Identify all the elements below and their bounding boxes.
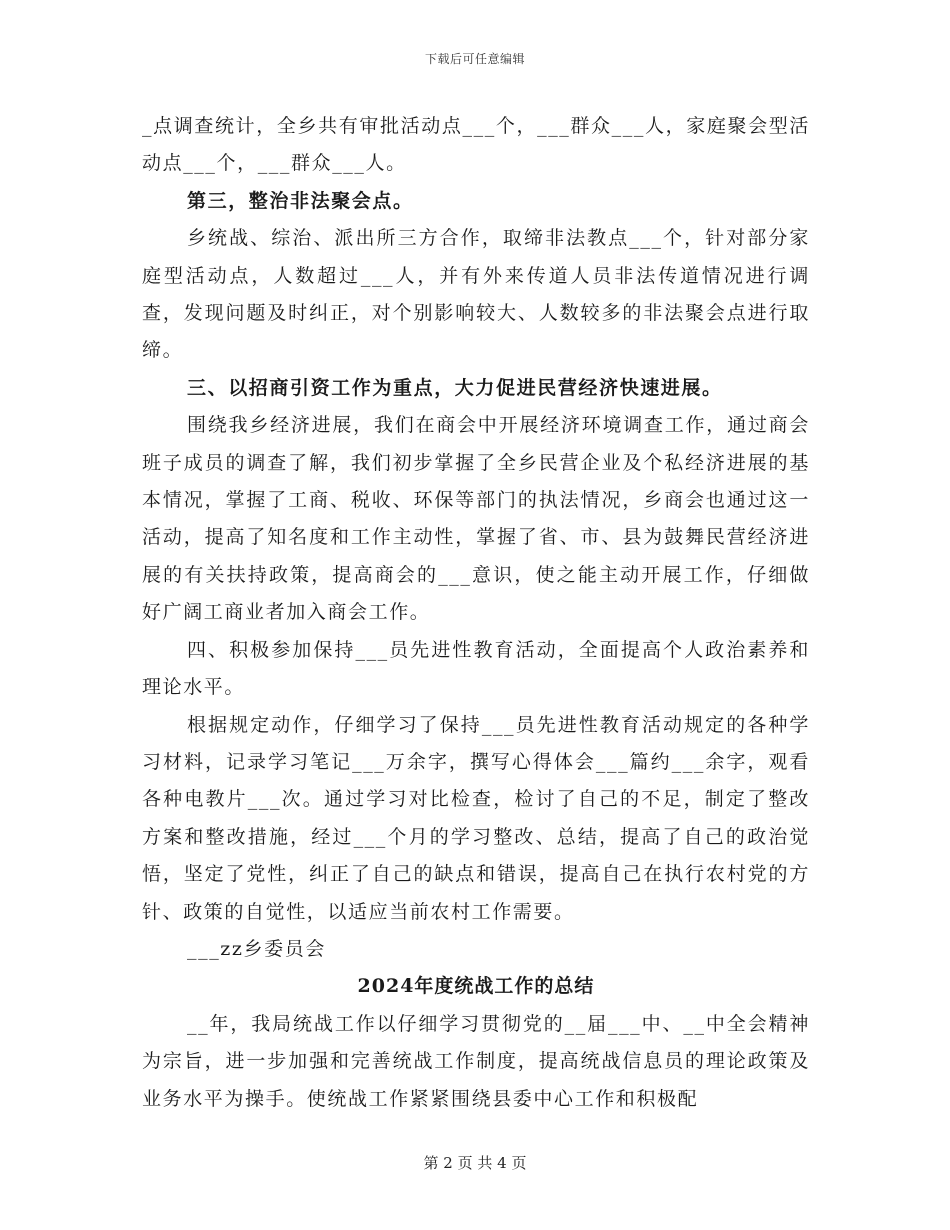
paragraph-7: 根据规定动作，仔细学习了保持___员先进性教育活动规定的各种学习材料，记录学习笔记___万余字，撰写心得体会___篇约___余字，观看各种电教片___次。通过学习对比检查，检讨了自己的不足，制定了整改方案和整改措施，经过___个月的学习整改、总结，提高了自己的政治觉悟，坚定了党性，纠正了自己的缺点和错误，提高自己在执行农村党的方针、政策的自觉性，以适应当前农村工作需要。 [142, 713, 810, 923]
page-footer: 第 2 页 共 4 页 [423, 1154, 527, 1172]
paragraph-10: __年，我局统战工作以仔细学习贯彻党的__届___中、__中全会精神为宗旨，进一步加强和完善统战工作制度，提高统战信息员的理论政策及业务水平为操手。使统战工作紧紧围绕县委中心工作和积极配 [142, 1012, 810, 1110]
page-header: 下载后可任意编辑 [424, 52, 525, 66]
paragraph-6: 四、积极参加保持___员先进性教育活动，全面提高个人政治素养和理论水平。 [142, 638, 810, 699]
document-body [142, 108, 810, 1118]
paragraph-1: _点调查统计，全乡共有审批活动点___个，___群众___人，家庭聚会型活动点___个，___群众___人。 [142, 115, 810, 175]
section-heading-third: 第三，整治非法聚会点。 [187, 189, 414, 212]
signature-line: ___zz乡委员会 [187, 937, 326, 960]
section-heading-investment: 三、以招商引资工作为重点，大力促进民营经济快速进展。 [187, 376, 723, 399]
paragraph-5: 围绕我乡经济进展，我们在商会中开展经济环境调查工作，通过商会班子成员的调查了解，我们初步掌握了全乡民营企业及个私经济进展的基本情况，掌握了工商、税收、环保等部门的执法情况，乡商会也通过这一活动，提高了知名度和工作主动性，掌握了省、市、县为鼓舞民营经济进展的有关扶持政策，提高商会的___意识，使之能主动开展工作，仔细做好广阔工商业者加入商会工作。 [142, 414, 810, 624]
paragraph-3: 乡统战、综治、派出所三方合作，取缔非法教点___个，针对部分家庭型活动点，人数超过___人，并有外来传道人员非法传道情况进行调查，发现问题及时纠正，对个别影响较大、人数较多的非法聚会点进行取缔。 [142, 227, 810, 362]
document-title: 2024年度统战工作的总结 [357, 975, 595, 998]
